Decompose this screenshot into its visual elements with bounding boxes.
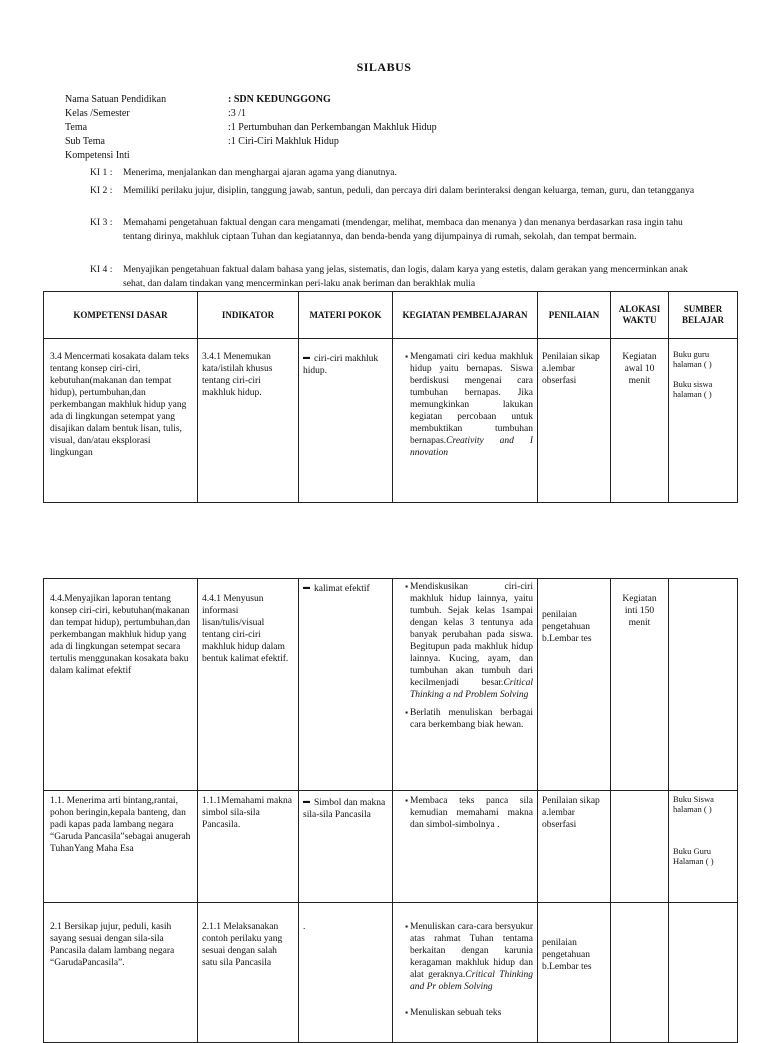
header-indikator: INDIKATOR (198, 292, 299, 339)
kegiatan-list (397, 581, 533, 731)
sumber-cell (669, 903, 738, 1043)
list-item (410, 351, 533, 459)
header-sumber: SUMBER BELAJAR (669, 292, 738, 339)
ki-item (90, 263, 708, 287)
meta-value: : SDN KEDUNGGONG (228, 94, 331, 105)
header-alokasi: ALOKASI WAKTU (611, 292, 669, 339)
meta-key: Kelas /Semester (65, 108, 130, 119)
ki-text: Menyajikan pengetahuan faktual dalam bahasa yang jelas, sistematis, dan logis, dalam karya yang estetis, dalam gerakan yang mencerminkan anak sehat, dan dalam tindakan yang mencerminkan peri-laku anak beriman dan berakhlak mulia (123, 264, 688, 287)
meta-key: Sub Tema (65, 136, 105, 147)
indikator-text: 4.4.1 Menyusun informasi lisan/tulis/visual tentang ciri-ciri makhluk hidup dalam bentuk kalimat efektif. (202, 594, 289, 664)
meta-key: Tema (65, 122, 88, 133)
list-item (410, 1007, 533, 1019)
kd-text: 2.1 Bersikap jujur, peduli, kasih sayang sesuai dengan sila-sila Pancasila dalam lambang negara “GarudaPancasila”. (50, 922, 175, 968)
bullet-icon: ▬ (303, 797, 310, 805)
alokasi-text: Kegiatan awal 10 menit (622, 352, 657, 386)
sumber-item: Buku siswa halaman ( ) (673, 379, 713, 399)
kegiatan-cell (393, 903, 538, 1043)
sumber-cell (669, 579, 738, 791)
kegiatan-cell (393, 579, 538, 791)
table-row (44, 579, 738, 791)
ki-text: Memiliki perilaku jujur, disiplin, tanggung jawab, santun, peduli, dan percaya diri dalam berinteraksi dengan keluarga, teman, guru, dan tetangganya (123, 185, 695, 196)
kegiatan-skill: Critical Thinking a nd Problem Solving (410, 678, 533, 700)
ki-code: KI 4 : (90, 264, 113, 275)
meta-key: Nama Satuan Pendidikan (65, 94, 167, 105)
alokasi-cell (611, 791, 669, 903)
header-materi-pokok: MATERI POKOK (299, 292, 393, 339)
meta-value: :1 Pertumbuhan dan Perkembangan Makhluk Hidup (228, 122, 437, 133)
syllabus-table-2 (43, 578, 738, 1043)
meta-value: :3 /1 (228, 108, 247, 119)
alokasi-cell (611, 579, 669, 791)
penilaian-cell (538, 791, 611, 903)
ki-code: KI 2 : (90, 185, 113, 196)
kd-cell (44, 579, 198, 791)
alokasi-cell (611, 903, 669, 1043)
page-title: SILABUS (356, 60, 412, 74)
list-item (410, 921, 533, 993)
list-item (410, 707, 533, 731)
kegiatan-cell (393, 339, 538, 503)
ki-code: KI 1 : (90, 167, 113, 178)
penilaian-cell (538, 903, 611, 1043)
penilaian-text: penilaian pengetahuan b.Lembar tes (542, 610, 592, 644)
kegiatan-text: Mengamati ciri kedua makhluk hidup yaitu bernapas. Siswa berdiskusi mengenai cara tumbuhan bernapas. Jika memungkinkan lakukan kegiatan percobaan untuk membuktikan tumbuhan bernapas. (410, 352, 533, 446)
bullet-icon: ▬ (303, 353, 310, 361)
indikator-text: 2.1.1 Melaksanakan contoh perilaku yang sesuai dengan salah satu sila Pancasila (202, 922, 283, 968)
kd-cell (44, 339, 198, 503)
kd-text: 1.1. Menerima arti bintang,rantai, pohon beringin,kepala banteng, dan padi kapas pada lambang negara “Garuda Pancasila”sebagai anugerah TuhanYang Maha Esa (50, 796, 191, 854)
ki-text: Menerima, menjalankan dan menghargai ajaran agama yang dianutnya. (123, 167, 397, 178)
syllabus-table-1 (43, 291, 738, 503)
penilaian-text: Penilaian sikap a.lembar obserfasi (542, 796, 600, 830)
materi-cell (299, 791, 393, 903)
indikator-cell (198, 903, 299, 1043)
penilaian-cell (538, 579, 611, 791)
table-row (44, 791, 738, 903)
kegiatan-text: Mendiskusikan ciri-ciri makhluk hidup lainnya, yaitu tumbuh. Sejak kelas 1sampai dengan kelas 3 tentunya ada banyak perubahan pada siswa. Begitupun pada makhluk hidup lainnya. Kucing, ayam, dan tumbuhan akan tumbuh dari kecilmenjadi besar. (410, 582, 533, 688)
ki-text: Memahami pengetahuan faktual dengan cara mengamati (mendengar, melihat, membaca dan menanya ) dan menanya berdasarkan rasa ingin tahu tentang dirinya, makhluk ciptaan Tuhan dan kegiatannya, dan benda-benda yang dijumpainya di rumah, sekolah, dan tempat bermain. (123, 217, 683, 242)
kegiatan-text: Menuliskan sebuah teks (410, 1008, 502, 1018)
kegiatan-list (397, 921, 533, 1019)
ki-code: KI 3 : (90, 217, 113, 228)
alokasi-text: Kegiatan inti 150 menit (622, 594, 657, 628)
materi-text: ciri-ciri makhluk hidup. (303, 354, 379, 376)
kegiatan-text: Menuliskan cara-cara bersyukur atas rahmat Tuhan tentama berkaitan dengan karunia keragaman makhluk hidup dan alat geraknya. (410, 922, 533, 980)
list-item (410, 795, 533, 831)
materi-cell (299, 339, 393, 503)
indikator-cell (198, 579, 299, 791)
kegiatan-list (397, 351, 533, 459)
sumber-item: Buku Siswa halaman ( ) (673, 794, 714, 814)
sumber-cell (669, 339, 738, 503)
header-penilaian: PENILAIAN (538, 292, 611, 339)
kegiatan-cell (393, 791, 538, 903)
sumber-cell (669, 791, 738, 903)
kegiatan-list (397, 795, 533, 831)
kegiatan-text: Membaca teks panca sila kemudian memahami makna dan simbol-simbolnya . (410, 796, 533, 830)
indikator-text: 3.4.1 Menemukan kata/istilah khusus tentang ciri-ciri makhluk hidup. (202, 352, 273, 398)
meta-value: :1 Ciri-Ciri Makhluk Hidup (228, 136, 339, 147)
materi-text: Simbol dan makna sila-sila Pancasila (303, 798, 386, 820)
table-row (44, 903, 738, 1043)
sumber-item: Buku guru halaman ( ) (673, 349, 712, 369)
indikator-cell (198, 791, 299, 903)
kd-text: 3.4 Mencermati kosakata dalam teks tentang konsep ciri-ciri, kebutuhan(makanan dan tempat hidup), pertumbuhan,dan perkembangan makhluk hidup yang ada di lingkungan setempat yang disajikan dalam bentuk lisan, tulis, visual, dan/atau eksplorasi lingkungan (50, 352, 190, 458)
penilaian-text: Penilaian sikap a.lembar obserfasi (542, 352, 600, 386)
sumber-item: Buku Guru Halaman ( ) (673, 846, 714, 866)
meta-key: Kompetensi Inti (65, 150, 130, 161)
bullet-icon: ▬ (303, 583, 310, 591)
materi-cell (299, 903, 393, 1043)
indikator-text: 1.1.1Memahami makna simbol sila-sila Pancasila. (202, 796, 292, 830)
table-header-row (44, 292, 738, 339)
materi-text: . (303, 922, 306, 932)
kd-cell (44, 903, 198, 1043)
kd-text: 4.4.Menyajikan laporan tentang konsep ciri-ciri, kebutuhan(makanan dan tempat hidup), pertumbuhan,dan perkembangan makhluk hidup yang ada di lingkungan setempat secara tertulis menggunakan kosakata baku dalam kalimat efektif (50, 594, 191, 676)
penilaian-cell (538, 339, 611, 503)
alokasi-cell (611, 339, 669, 503)
list-item (410, 581, 533, 701)
kegiatan-text: Berlatih menuliskan berbagai cara berkembang biak hewan. (410, 708, 533, 730)
kegiatan-skill: Critical Thinking and Pr oblem Solving (410, 970, 533, 992)
indikator-cell (198, 339, 299, 503)
kegiatan-skill: Creativity and I nnovation (410, 436, 533, 458)
materi-text: kalimat efektif (314, 584, 370, 594)
materi-cell (299, 579, 393, 791)
kd-cell (44, 791, 198, 903)
header-kegiatan: KEGIATAN PEMBELAJARAN (393, 292, 538, 339)
table-row (44, 339, 738, 503)
penilaian-text: penilaian pengetahuan b.Lembar tes (542, 938, 592, 972)
header-kompetensi-dasar: KOMPETENSI DASAR (44, 292, 198, 339)
